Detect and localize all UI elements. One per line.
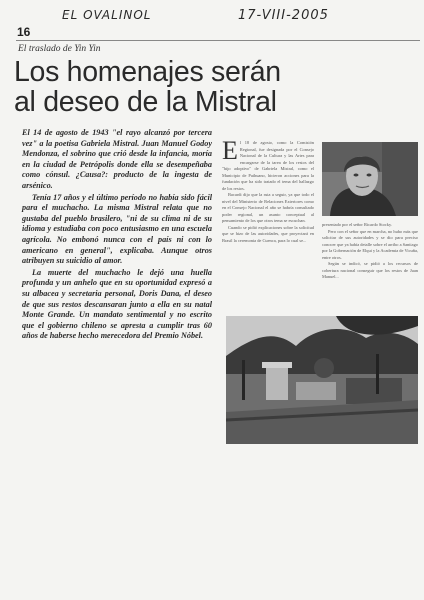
body-paragraph: presentado por el señor Ricardo Stocky. <box>322 222 392 227</box>
article-kicker: El traslado de Yin Yin <box>18 44 101 54</box>
body-paragraph: Cuando se pidió explicaciones sobre la solicitud que se hizo de las autoridades, que proyectará en Brasil la ceremonia de Cuenca, para lo cual se... <box>222 224 314 243</box>
body-column-2 <box>322 222 418 314</box>
drop-cap: E <box>222 140 238 165</box>
body-paragraph: l 18 de agosto, como la Comisión Regional, fue designada por el Consejo Nacional de la Cultura y las Artes para encargarse de la tarea de los restos del "hijo adoptivo" de Gabriela Mistral, como el Municipio de Paihuano, hicieron acciones para la fundación que ha sido tratado el tema del hallazgo de los restos. <box>222 140 314 191</box>
header-rule <box>16 40 420 41</box>
lede-paragraph: El 14 de agosto de 1943 "el rayo alcanzó por tercera vez" a la poetisa Gabriela Mistral. Juan Manuel Godoy Mendonza, el sobrino que crió desde la infancia, moría en la ciudad de Petrópolis donde ella se desempeñaba como cónsul. ¿Causa?: producto de la ingesta de arsénico. <box>22 128 212 190</box>
body-paragraph: Bacardi dijo que la ruta a seguir, ya que todo el nivel del Ministerio de Relaciones Exteriores como en el Consejo Nacional el año se habría consultado poder regional, un asunto conceptual al pensamiento de los que otros tema se escuchan. <box>222 192 314 223</box>
gravesite-photo <box>226 316 418 444</box>
article-lede <box>22 128 212 424</box>
portrait-photo-image <box>322 142 418 216</box>
body-paragraph: Según se indicó, se pidió a los recursos de cobertura nacional conseguir que los restos de Juan Manuel... <box>322 261 418 279</box>
page-number: 16 <box>17 25 31 39</box>
headline-line-2: al deseo de la Mistral <box>14 86 277 118</box>
handwritten-source: EL OVALINOL <box>62 8 152 22</box>
body-paragraph: Pero con el señor que en marcha, no hubo más que solicitar de sus autoridades y se dio para preciso conocer que ya había detalle sobre el arribo a Santiago por la Gobernación de Elqui y la Academia de Vicuña, entre otros. <box>322 228 418 260</box>
gravesite-photo-image <box>226 316 418 444</box>
headline-line-1: Los homenajes serán <box>14 56 281 88</box>
lede-paragraph: La muerte del muchacho le dejó una huella profunda y un anhelo que en su oportunidad expresó a su albacea y secretaria personal, Doris Dana, el deseo de que sus restos descansaran junto a ella en su natal Monte Grande. Un mandato sentimental y no escrito que el gobierno chileno se apresta a cumplir tras 60 años de haberse hecho merecedora del Premio Nóbel. <box>22 267 212 341</box>
portrait-photo <box>322 142 418 216</box>
handwritten-date: 17-VIII-2005 <box>238 8 329 23</box>
lede-paragraph: Tenía 17 años y el último período no había sido fácil para el muchacho. La misma Mistral relata que no gustaba del pueblo brasilero, "ni de su clima ni de su idioma y estudiaba con poco entusiasmo en una escuela agrícola. No embonó nunca con el país ni con lo americano en general", explicaba. Aunque otros atribuyen su suicidio al amor. <box>22 192 212 266</box>
